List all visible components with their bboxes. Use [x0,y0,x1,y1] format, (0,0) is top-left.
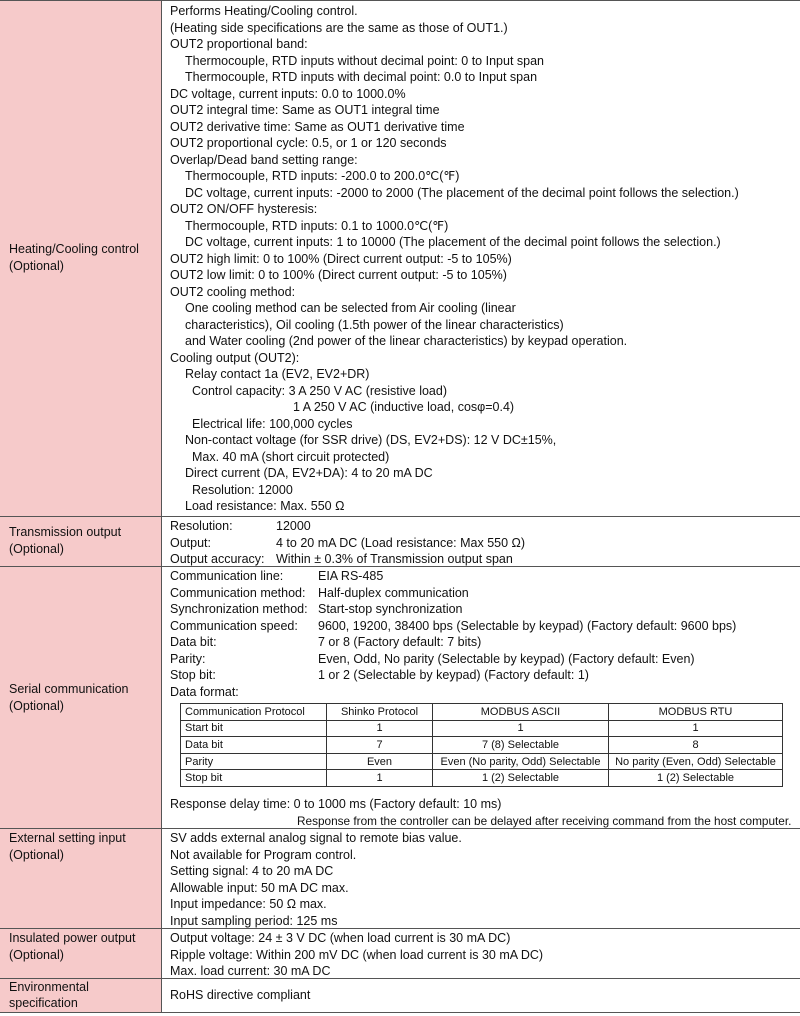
spec-line: Input sampling period: 125 ms [170,913,338,928]
spec-key: Resolution: [170,519,233,533]
spec-line: Thermocouple, RTD inputs with decimal point: 0.0 to Input span [185,70,538,84]
row-label [9,241,139,274]
table-header-cell: MODBUS ASCII [433,704,609,721]
row-label-line: (Optional) [9,847,64,862]
table-row [181,737,783,754]
row-label-line: (Optional) [9,541,64,556]
table-cell: Stop bit [181,770,327,787]
spec-key: Communication method: [170,585,306,600]
spec-value: Start-stop synchronization [318,602,463,616]
spec-line: OUT2 integral time: Same as OUT1 integral time [170,103,440,117]
row-label-line: External setting input [9,831,126,845]
spec-value: 12000 [276,519,311,533]
table-cell: 7 [327,737,433,754]
spec-line: Relay contact 1a (EV2, EV2+DR) [185,367,370,381]
spec-line: Direct current (DA, EV2+DA): 4 to 20 mA DC [185,466,433,480]
spec-row-external-setting-input [0,828,800,929]
row-label-line: (Optional) [9,258,64,273]
spec-line: Input impedance: 50 Ω max. [170,897,327,911]
table-cell: 7 (8) Selectable [433,737,609,754]
spec-line: Control capacity: 3 A 250 V AC (resistive load) [192,383,447,398]
spec-row-insulated-power-output [0,928,800,979]
spec-line: SV adds external analog signal to remote bias value. [170,831,462,845]
spec-line: Setting signal: 4 to 20 mA DC [170,864,334,878]
spec-value: Even, Odd, No parity (Selectable by keypad) (Factory default: Even) [318,651,695,666]
spec-line: Output voltage: 24 ± 3 V DC (when load current is 30 mA DC) [170,931,511,945]
table-cell: 8 [609,737,783,754]
spec-line: (Heating side specifications are the same as those of OUT1.) [170,20,508,35]
table-cell: Start bit [181,720,327,737]
table-cell: 1 [433,720,609,737]
spec-value: 7 or 8 (Factory default: 7 bits) [318,635,482,649]
row-label-line: (Optional) [9,947,64,962]
spec-line: OUT2 proportional band: [170,37,308,51]
row-content [163,979,800,1013]
table-row [181,753,783,770]
spec-key: Output: [170,535,211,550]
table-cell: No parity (Even, Odd) Selectable [609,753,783,770]
row-label-line: Environmental [9,980,89,994]
spec-line: Thermocouple, RTD inputs: 0.1 to 1000.0℃(℉) [185,218,449,233]
spec-line: Cooling output (OUT2): [170,350,300,365]
spec-row-environmental-specification [0,978,800,1013]
row-label [9,830,126,863]
spec-value: 1 or 2 (Selectable by keypad) (Factory default: 1) [318,668,589,682]
table-cell: 1 [609,720,783,737]
table-cell: 1 (2) Selectable [609,770,783,787]
spec-row-transmission-output [0,516,800,567]
row-label-cell [0,829,162,929]
table-bottom-border [0,1012,800,1013]
spec-line: OUT2 low limit: 0 to 100% (Direct current output: -5 to 105%) [170,268,507,282]
row-content [163,517,800,567]
table-row [181,720,783,737]
row-label-cell [0,1,162,517]
row-label-line: Heating/Cooling control [9,242,139,256]
spec-line: Electrical life: 100,000 cycles [192,416,353,431]
row-content [163,1,800,517]
spec-line: Non-contact voltage (for SSR drive) (DS, EV2+DS): 12 V DC±15%, [185,433,557,447]
spec-line: OUT2 proportional cycle: 0.5, or 1 or 120 seconds [170,136,447,150]
spec-line: Performs Heating/Cooling control. [170,4,358,18]
spec-line: DC voltage, current inputs: 0.0 to 1000.0% [170,86,406,101]
spec-line: Resolution: 12000 [192,482,293,497]
row-label [9,980,89,1011]
data-format-table [180,703,783,787]
table-cell: Parity [181,753,327,770]
spec-value: Within ± 0.3% of Transmission output span [276,552,513,566]
row-content [163,567,800,829]
row-label-cell [0,517,162,567]
spec-value: EIA RS-485 [318,569,384,583]
table-header-cell: Communication Protocol [181,704,327,721]
table-row [181,770,783,787]
row-label-line: Serial communication [9,682,129,696]
spec-line: Max. 40 mA (short circuit protected) [192,449,390,464]
table-header-row [181,704,783,721]
spec-line: Ripple voltage: Within 200 mV DC (when load current is 30 mA DC) [170,947,544,962]
spec-line: Thermocouple, RTD inputs: -200.0 to 200.0℃(℉) [185,169,460,183]
spec-line: Thermocouple, RTD inputs without decimal point: 0 to Input span [185,53,544,68]
spec-line: and Water cooling (2nd power of the linear characteristics) by keypad operation. [185,334,628,348]
row-label-line: (Optional) [9,698,64,713]
row-content [163,829,800,929]
row-label [9,930,135,963]
spec-value: 9600, 19200, 38400 bps (Selectable by keypad) (Factory default: 9600 bps) [318,618,737,633]
spec-line: OUT2 derivative time: Same as OUT1 derivative time [170,119,465,134]
row-label-cell [0,979,162,1013]
spec-line: Response delay time: 0 to 1000 ms (Factory default: 10 ms) [170,797,502,811]
table-cell: 1 [327,770,433,787]
table-cell: Data bit [181,737,327,754]
spec-line: DC voltage, current inputs: -2000 to 2000 (The placement of the decimal point follows the selection.) [185,185,739,200]
spec-key: Data bit: [170,635,217,649]
spec-key: Parity: [170,651,206,666]
spec-line: DC voltage, current inputs: 1 to 10000 (The placement of the decimal point follows the selection.) [185,235,721,249]
spec-key: Data format: [170,684,239,699]
table-cell: Even [327,753,433,770]
spec-key: Communication line: [170,569,284,583]
spec-line: OUT2 cooling method: [170,284,296,299]
spec-value: 4 to 20 mA DC (Load resistance: Max 550 Ω) [276,535,526,550]
row-label-cell [0,567,162,829]
row-label-cell [0,929,162,979]
spec-line: One cooling method can be selected from Air cooling (linear [185,301,516,315]
spec-line: characteristics), Oil cooling (1.5th power of the linear characteristics) [185,317,564,332]
table-cell: Even (No parity, Odd) Selectable [433,753,609,770]
row-label [9,681,129,714]
spec-line: OUT2 ON/OFF hysteresis: [170,202,318,216]
row-content [163,929,800,979]
spec-row-serial-communication [0,566,800,829]
spec-key: Stop bit: [170,668,216,682]
row-label-line: Insulated power output [9,931,136,945]
table-cell: 1 [327,720,433,737]
table-header-cell: Shinko Protocol [327,704,433,721]
spec-line: OUT2 high limit: 0 to 100% (Direct current output: -5 to 105%) [170,251,512,266]
row-label-line: Transmission output [9,525,122,539]
spec-line: Not available for Program control. [170,847,357,862]
spec-line: Response from the controller can be delayed after receiving command from the host computer. [297,813,792,828]
table-cell: 1 (2) Selectable [433,770,609,787]
table-header-cell: MODBUS RTU [609,704,783,721]
row-label-line: specification [9,995,78,1010]
spec-line: Max. load current: 30 mA DC [170,964,331,978]
spec-line: 1 A 250 V AC (inductive load, cosφ=0.4) [293,400,515,414]
spec-line: RoHS directive compliant [170,988,311,1002]
spec-key: Communication speed: [170,618,298,633]
spec-line: Load resistance: Max. 550 Ω [185,499,345,513]
spec-key: Output accuracy: [170,552,265,566]
spec-key: Synchronization method: [170,602,308,616]
spec-line: Overlap/Dead band setting range: [170,152,358,167]
row-label [9,524,121,557]
spec-value: Half-duplex communication [318,585,469,600]
spec-line: Allowable input: 50 mA DC max. [170,880,349,895]
